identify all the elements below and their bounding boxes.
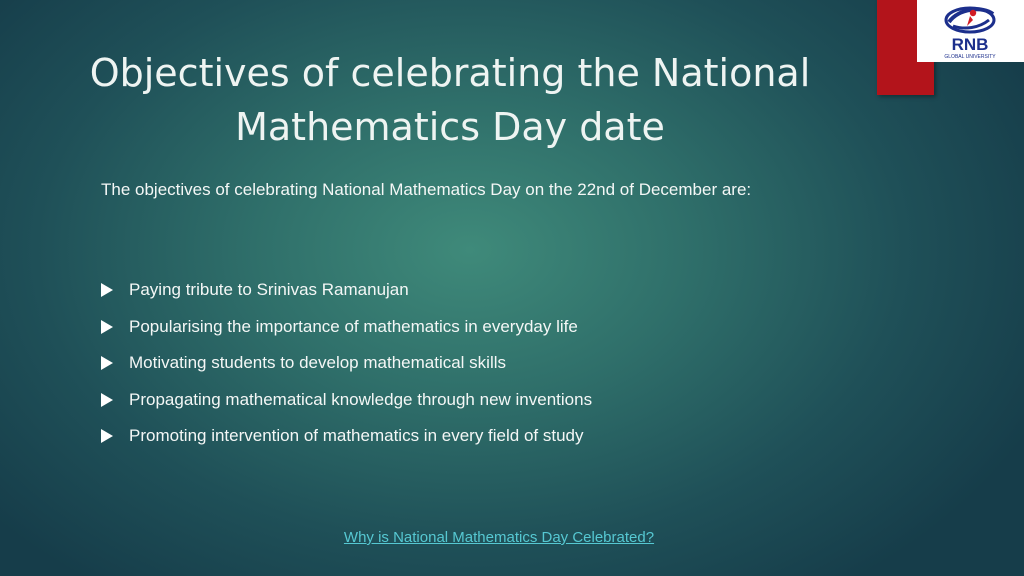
logo-text: RNB [951, 35, 989, 54]
bullet-arrow-icon [101, 283, 113, 297]
list-item [101, 418, 592, 455]
list-item-text: Promoting intervention of mathematics in every field of study [129, 426, 584, 446]
rnb-logo-icon [917, 0, 1024, 62]
slide-title-line-1: Objectives of celebrating the National [89, 51, 811, 95]
bullet-arrow-icon [101, 356, 113, 370]
bullet-arrow-icon [101, 393, 113, 407]
list-item-text: Paying tribute to Srinivas Ramanujan [129, 280, 409, 300]
bullet-arrow-icon [101, 429, 113, 443]
bullet-arrow-icon [101, 320, 113, 334]
list-item [101, 382, 592, 419]
slide-title [70, 46, 830, 154]
list-item [101, 345, 592, 382]
why-celebrated-link[interactable]: Why is National Mathematics Day Celebrated? [343, 529, 655, 546]
objectives-list [101, 272, 592, 455]
logo-subtext: GLOBAL UNIVERSITY [944, 54, 996, 60]
list-item [101, 309, 592, 346]
list-item-text: Motivating students to develop mathematical skills [129, 353, 507, 373]
list-item-text: Popularising the importance of mathematics in everyday life [129, 316, 578, 336]
university-logo [917, 0, 1024, 62]
slide-title-line-2: Mathematics Day date [235, 105, 665, 149]
intro-paragraph: The objectives of celebrating National Mathematics Day on the 22nd of December are: [101, 180, 752, 199]
list-item [101, 272, 592, 309]
list-item-text: Propagating mathematical knowledge through new inventions [129, 389, 593, 409]
